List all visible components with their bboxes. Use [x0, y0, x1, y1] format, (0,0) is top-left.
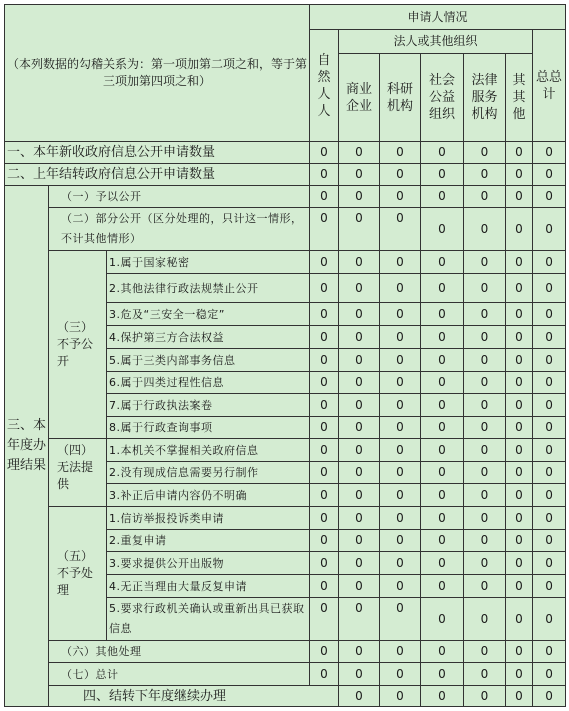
table-row: [5, 439, 566, 462]
header-applicant-situation: 申请人情况: [310, 5, 566, 30]
cell-value: 0: [339, 462, 380, 484]
cell-value: 0: [506, 186, 533, 208]
cell-value: 0: [533, 686, 566, 707]
cell-value: 0: [339, 303, 380, 326]
cell-value: 0: [380, 251, 421, 274]
cell-value: 0: [533, 663, 566, 686]
table-row: [5, 641, 566, 663]
cell-value: 0: [310, 164, 339, 186]
cell-value: 0: [380, 530, 421, 552]
cell-value: 0: [464, 507, 506, 530]
cell-value: 0: [380, 208, 421, 251]
cell-value: 0: [533, 349, 566, 372]
header-social-welfare: 社会公益组织: [421, 54, 464, 142]
cell-value: 0: [339, 439, 380, 462]
header-legal-group: 法人或其他组织: [339, 30, 533, 54]
cell-value: 0: [310, 142, 339, 164]
cell-value: 0: [339, 663, 380, 686]
cell-value: 0: [339, 251, 380, 274]
cell-value: 0: [380, 686, 421, 707]
cell-value: 0: [506, 598, 533, 641]
cell-value: 0: [464, 208, 506, 251]
cell-value: 0: [310, 507, 339, 530]
cell-value: 0: [464, 641, 506, 663]
cell-value: 0: [506, 303, 533, 326]
cell-value: 0: [464, 530, 506, 552]
cell-value: 0: [339, 507, 380, 530]
cell-value: 0: [464, 251, 506, 274]
cell-value: 0: [533, 417, 566, 439]
table-row: [5, 142, 566, 164]
cell-value: 0: [464, 439, 506, 462]
cell-value: 0: [339, 349, 380, 372]
cell-value: 0: [310, 208, 339, 251]
cell-value: 0: [421, 372, 464, 394]
cell-value: 0: [506, 507, 533, 530]
table-row: [5, 251, 566, 274]
cell-value: 0: [506, 251, 533, 274]
cell-value: 0: [339, 417, 380, 439]
disclosure-stats-table: [4, 4, 566, 707]
cell-value: 0: [464, 326, 506, 349]
cell-value: 0: [506, 274, 533, 303]
cell-value: 0: [421, 142, 464, 164]
cell-value: 0: [533, 530, 566, 552]
cell-value: 0: [380, 552, 421, 575]
row-label: 1.本机关不掌握相关政府信息: [107, 439, 310, 462]
cell-value: 0: [533, 484, 566, 507]
cell-value: 0: [421, 598, 464, 641]
cell-value: 0: [533, 575, 566, 598]
cell-value: 0: [464, 417, 506, 439]
cell-value: 0: [421, 507, 464, 530]
cell-value: 0: [339, 575, 380, 598]
cell-value: 0: [506, 394, 533, 417]
table-row: [5, 686, 566, 707]
cell-value: 0: [339, 274, 380, 303]
cell-value: 0: [464, 303, 506, 326]
cell-value: 0: [380, 164, 421, 186]
cell-value: 0: [506, 164, 533, 186]
cell-value: 0: [421, 186, 464, 208]
table-row: [5, 186, 566, 208]
cell-value: 0: [533, 641, 566, 663]
cell-value: 0: [310, 417, 339, 439]
row-label: 2.其他法律行政法规禁止公开: [107, 274, 310, 303]
row-label: 四、结转下年度继续办理: [49, 686, 339, 707]
cell-value: 0: [310, 394, 339, 417]
cell-value: 0: [339, 164, 380, 186]
row-label: 2.没有现成信息需要另行制作: [107, 462, 310, 484]
cell-value: 0: [506, 530, 533, 552]
cell-value: 0: [339, 326, 380, 349]
cell-value: 0: [464, 552, 506, 575]
cell-value: 0: [380, 575, 421, 598]
cell-value: 0: [339, 598, 380, 641]
header-total: 总总计: [533, 30, 566, 142]
table-row: [5, 208, 566, 251]
cell-value: 0: [506, 462, 533, 484]
cell-value: 0: [380, 417, 421, 439]
cell-value: 0: [533, 462, 566, 484]
header-commercial: 商业企业: [339, 54, 380, 142]
cell-value: 0: [506, 326, 533, 349]
cell-value: 0: [506, 208, 533, 251]
row-label: 8.属于行政查询事项: [107, 417, 310, 439]
header-research: 科研机构: [380, 54, 421, 142]
header-other: 其其他: [506, 54, 533, 142]
cell-value: 0: [421, 394, 464, 417]
cell-value: 0: [506, 372, 533, 394]
cell-value: 0: [380, 326, 421, 349]
cell-value: 0: [421, 484, 464, 507]
table-row: [5, 663, 566, 686]
cell-value: 0: [380, 142, 421, 164]
table-row: [5, 164, 566, 186]
cell-value: 0: [310, 552, 339, 575]
cell-value: 0: [380, 462, 421, 484]
cell-value: 0: [310, 251, 339, 274]
cell-value: 0: [380, 394, 421, 417]
row-label: 6.属于四类过程性信息: [107, 372, 310, 394]
cell-value: 0: [506, 663, 533, 686]
cell-value: 0: [310, 326, 339, 349]
cell-value: 0: [380, 186, 421, 208]
cell-value: 0: [464, 484, 506, 507]
cell-value: 0: [339, 686, 380, 707]
header-natural-person: 自然人人: [310, 30, 339, 142]
cell-value: 0: [380, 274, 421, 303]
cell-value: 0: [506, 641, 533, 663]
cell-value: 0: [380, 641, 421, 663]
cell-value: 0: [310, 598, 339, 641]
cell-value: 0: [464, 164, 506, 186]
cell-value: 0: [380, 303, 421, 326]
cell-value: 0: [310, 663, 339, 686]
row-label: 一、本年新收政府信息公开申请数量: [5, 142, 310, 164]
cell-value: 0: [339, 394, 380, 417]
cell-value: 0: [339, 552, 380, 575]
cell-value: 0: [464, 349, 506, 372]
cell-value: 0: [533, 507, 566, 530]
row-label: 二、上年结转政府信息公开申请数量: [5, 164, 310, 186]
cell-value: 0: [533, 552, 566, 575]
cell-value: 0: [421, 439, 464, 462]
cell-value: 0: [421, 164, 464, 186]
cell-value: 0: [533, 439, 566, 462]
cell-value: 0: [506, 575, 533, 598]
cell-value: 0: [421, 641, 464, 663]
group-4-label: （四）无法提供: [49, 439, 107, 507]
row-label: 5.要求行政机关确认或重新出具已获取信息: [107, 598, 310, 641]
cell-value: 0: [310, 462, 339, 484]
cell-value: 0: [421, 462, 464, 484]
row-label: 1.属于国家秘密: [107, 251, 310, 274]
row-label: 1.信访举报投诉类申请: [107, 507, 310, 530]
row-label: 3.补正后申请内容仍不明确: [107, 484, 310, 507]
header-note: （本列数据的勾稽关系为：第一项加第二项之和，等于第三项加第四项之和）: [5, 5, 310, 142]
cell-value: 0: [506, 142, 533, 164]
cell-value: 0: [533, 274, 566, 303]
cell-value: 0: [464, 686, 506, 707]
cell-value: 0: [310, 641, 339, 663]
cell-value: 0: [464, 142, 506, 164]
cell-value: 0: [464, 663, 506, 686]
cell-value: 0: [421, 552, 464, 575]
cell-value: 0: [533, 394, 566, 417]
cell-value: 0: [421, 530, 464, 552]
cell-value: 0: [464, 598, 506, 641]
cell-value: 0: [533, 598, 566, 641]
cell-value: 0: [339, 641, 380, 663]
cell-value: 0: [339, 484, 380, 507]
cell-value: 0: [533, 372, 566, 394]
cell-value: 0: [464, 462, 506, 484]
cell-value: 0: [506, 439, 533, 462]
row-label: 4.保护第三方合法权益: [107, 326, 310, 349]
cell-value: 0: [533, 142, 566, 164]
cell-value: 0: [421, 303, 464, 326]
row-label: 7.属于行政执法案卷: [107, 394, 310, 417]
cell-value: 0: [310, 439, 339, 462]
cell-value: 0: [421, 663, 464, 686]
cell-value: 0: [506, 349, 533, 372]
cell-value: 0: [506, 484, 533, 507]
cell-value: 0: [533, 251, 566, 274]
cell-value: 0: [506, 686, 533, 707]
cell-value: 0: [421, 326, 464, 349]
cell-value: 0: [310, 186, 339, 208]
cell-value: 0: [380, 663, 421, 686]
cell-value: 0: [380, 507, 421, 530]
cell-value: 0: [310, 530, 339, 552]
cell-value: 0: [533, 186, 566, 208]
cell-value: 0: [380, 349, 421, 372]
cell-value: 0: [339, 530, 380, 552]
section-3-label: 三、本年度办理结果: [5, 186, 49, 707]
cell-value: 0: [310, 575, 339, 598]
cell-value: 0: [310, 484, 339, 507]
cell-value: 0: [339, 208, 380, 251]
cell-value: 0: [339, 372, 380, 394]
row-label: 5.属于三类内部事务信息: [107, 349, 310, 372]
cell-value: 0: [421, 686, 464, 707]
group-5-label: （五）不予处理: [49, 507, 107, 641]
cell-value: 0: [421, 575, 464, 598]
cell-value: 0: [421, 349, 464, 372]
cell-value: 0: [464, 575, 506, 598]
row-label: （七）总计: [49, 663, 310, 686]
cell-value: 0: [310, 349, 339, 372]
cell-value: 0: [380, 598, 421, 641]
row-label: 4.无正当理由大量反复申请: [107, 575, 310, 598]
header-legal-service: 法律服务机构: [464, 54, 506, 142]
cell-value: 0: [421, 208, 464, 251]
table-row: [5, 507, 566, 530]
cell-value: 0: [310, 274, 339, 303]
cell-value: 0: [464, 186, 506, 208]
group-3-label: （三）不予公开: [49, 251, 107, 439]
cell-value: 0: [506, 552, 533, 575]
row-label: 3.危及“三安全一稳定”: [107, 303, 310, 326]
cell-value: 0: [533, 303, 566, 326]
cell-value: 0: [421, 274, 464, 303]
cell-value: 0: [339, 186, 380, 208]
cell-value: 0: [421, 251, 464, 274]
cell-value: 0: [380, 439, 421, 462]
cell-value: 0: [533, 326, 566, 349]
row-label: 2.重复申请: [107, 530, 310, 552]
cell-value: 0: [533, 208, 566, 251]
row-label: （二）部分公开（区分处理的，只计这一情形，不计其他情形）: [49, 208, 310, 251]
cell-value: 0: [310, 303, 339, 326]
row-label: （六）其他处理: [49, 641, 310, 663]
cell-value: 0: [421, 417, 464, 439]
cell-value: 0: [533, 164, 566, 186]
cell-value: 0: [339, 142, 380, 164]
cell-value: 0: [310, 372, 339, 394]
cell-value: 0: [464, 274, 506, 303]
row-label: （一）予以公开: [49, 186, 310, 208]
cell-value: 0: [506, 417, 533, 439]
cell-value: 0: [464, 394, 506, 417]
row-label: 3.要求提供公开出版物: [107, 552, 310, 575]
cell-value: 0: [380, 484, 421, 507]
cell-value: 0: [464, 372, 506, 394]
cell-value: 0: [380, 372, 421, 394]
